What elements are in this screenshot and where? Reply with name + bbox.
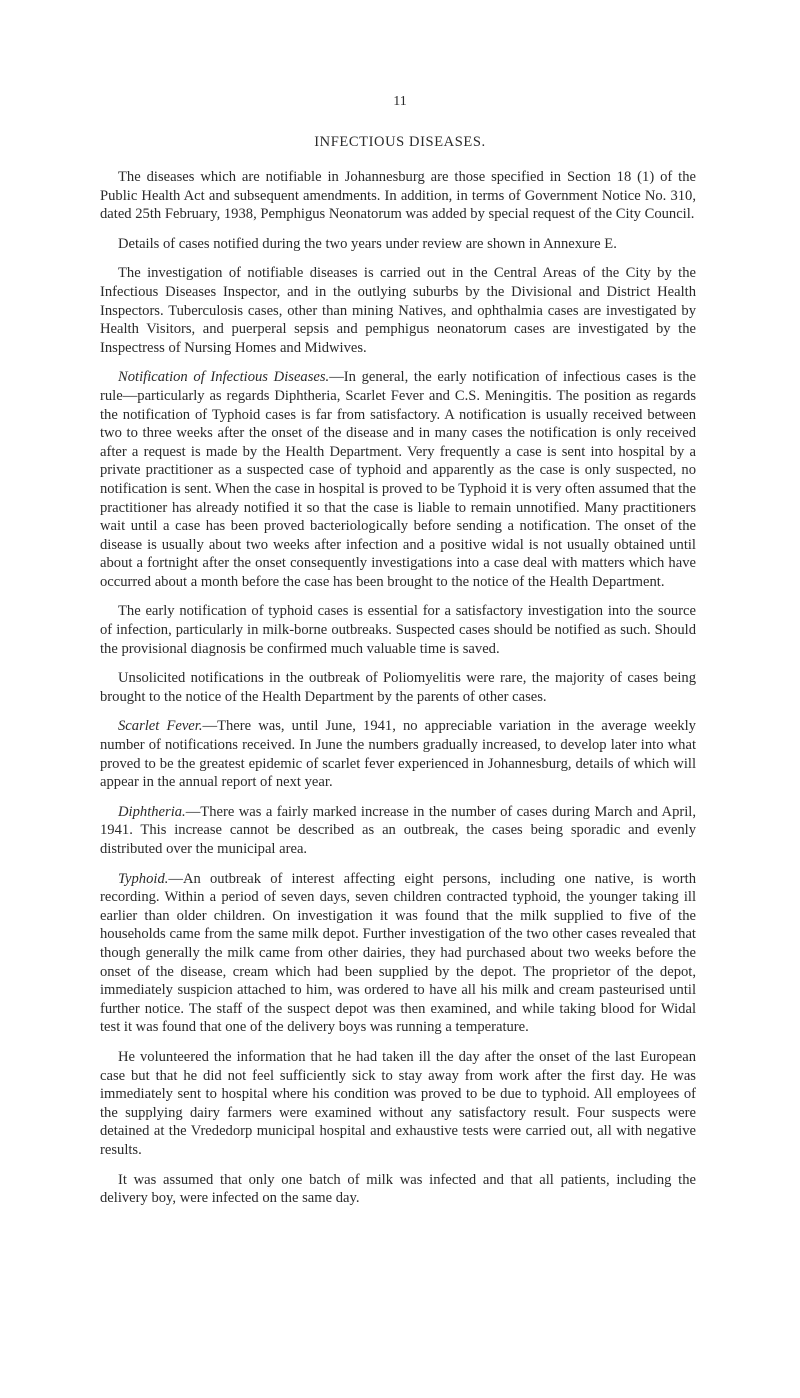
paragraph-text: —An outbreak of interest affecting eight persons, including one native, is worth recording. Within a period of seven days, seven children contracted typhoid, the younger taking ill earlier than older children. On investigation it was found that the milk supplied to five of the households came from the same milk depot. Further investigation of the two other cases revealed that though generally the milk came from other dairies, they had purchased about two weeks before the onset of the disease, cream which had been supplied by the depot. The proprietor of the depot, immediately suspicion attached to him, was ordered to have all his milk and cream pasteurised until further notice. The staff of the suspect depot was then examined, and while taking blood for Widal test it was found that one of the delivery boys was running a temperature. bbox=[100, 870, 696, 1036]
paragraph-text: The early notification of typhoid cases is essential for a satisfactory investigation into the source of infection, particularly in milk-borne outbreaks. Suspected cases should be notified as such. Should the provisional diagnosis be confirmed much valuable time is saved. bbox=[100, 603, 696, 657]
paragraph-typhoid bbox=[100, 870, 696, 1037]
paragraph-text: He volunteered the information that he had taken ill the day after the onset of the last European case but that he did not feel sufficiently sick to stay away from work after the first day. He was immediately sent to hospital where his condition was proved to be due to typhoid. All employees of the supplying dairy farmers were examined without any satisfactory result. Four suspects were detained at the Vrededorp municipal hospital and exhaustive tests were carried out, all with negative results. bbox=[100, 1048, 696, 1158]
paragraph-notification bbox=[100, 368, 696, 591]
paragraph-annexure bbox=[100, 235, 696, 254]
paragraph-text: Details of cases notified during the two years under review are shown in Annexure E. bbox=[118, 235, 617, 252]
page-number: 11 bbox=[393, 94, 407, 109]
paragraph-delivery-boy bbox=[100, 1048, 696, 1160]
paragraph-conclusion bbox=[100, 1171, 696, 1208]
paragraph-intro bbox=[100, 168, 696, 224]
paragraph-lead: Notification of Infectious Diseases. bbox=[118, 369, 330, 386]
body-text bbox=[100, 168, 696, 1219]
section-heading: INFECTIOUS DISEASES. bbox=[314, 134, 486, 150]
paragraph-lead: Diphtheria. bbox=[118, 803, 186, 820]
paragraph-text: Unsolicited notifications in the outbreak of Poliomyelitis were rare, the majority of cases being brought to the notice of the Health Department by the parents of other cases. bbox=[100, 670, 696, 705]
paragraph-text: It was assumed that only one batch of milk was infected and that all patients, including the delivery boy, were infected on the same day. bbox=[100, 1171, 696, 1207]
paragraph-text: The diseases which are notifiable in Johannesburg are those specified in Section 18 (1) of the Public Health Act and subsequent amendments. In addition, in terms of Government Notice No. 310, dated 25th February, 1938, Pemphigus Neonatorum was added by special request of the City Council. bbox=[100, 169, 696, 223]
paragraph-text: —There was, until June, 1941, no appreciable variation in the average weekly number of notifications received. In June the numbers gradually increased, to develop later into what proved to be the greatest epidemic of scarlet fever experienced in Johannesburg, details of which will appear in the annual report of next year. bbox=[100, 718, 696, 791]
paragraph-scarlet-fever bbox=[100, 717, 696, 791]
paragraph-early-notification bbox=[100, 602, 696, 658]
paragraph-text: —There was a fairly marked increase in the number of cases during March and April, 1941. This increase cannot be described as an outbreak, the cases being sporadic and evenly distributed over the municipal area. bbox=[100, 803, 696, 857]
paragraph-diphtheria bbox=[100, 803, 696, 859]
paragraph-text: The investigation of notifiable diseases is carried out in the Central Areas of the City by the Infectious Diseases Inspector, and in the outlying suburbs by the Divisional and District Health Inspectors. Tuberculosis cases, other than mining Natives, and ophthalmia cases are investigated by Health Visitors, and puerperal sepsis and pemphigus neonatorum cases are investigated by the Inspectress of Nursing Homes and Midwives. bbox=[100, 265, 696, 356]
paragraph-investigation bbox=[100, 264, 696, 357]
paragraph-lead: Scarlet Fever. bbox=[118, 718, 203, 735]
paragraph-lead: Typhoid. bbox=[118, 870, 169, 887]
paragraph-text: —In general, the early notification of infectious cases is the rule—particularly as regards Diphtheria, Scarlet Fever and C.S. Meningitis. The position as regards the notification of Typhoid cases is far from satisfactory. A notification is usually received between two to three weeks after the onset of the disease and in many cases the notification is only received after a request is made by the Health Department. Very frequently a case is sent into hospital by a private practitioner as a suspected case of typhoid and apparently as the case is only suspected, no notification is sent. When the case in hospital is proved to be Typhoid it is very often assumed that the practitioner has already notified it so that the case is liable to remain unnotified. Many practitioners wait until a case has been proved bacteriologically before sending a notification. The onset of the disease is usually about two weeks after infection and a positive widal is not usually obtained until about a fortnight after the onset consequently investigations into a case deal with matters which have occurred about a month before the case has been brought to the notice of the Health Department. bbox=[100, 369, 696, 590]
paragraph-poliomyelitis bbox=[100, 669, 696, 706]
